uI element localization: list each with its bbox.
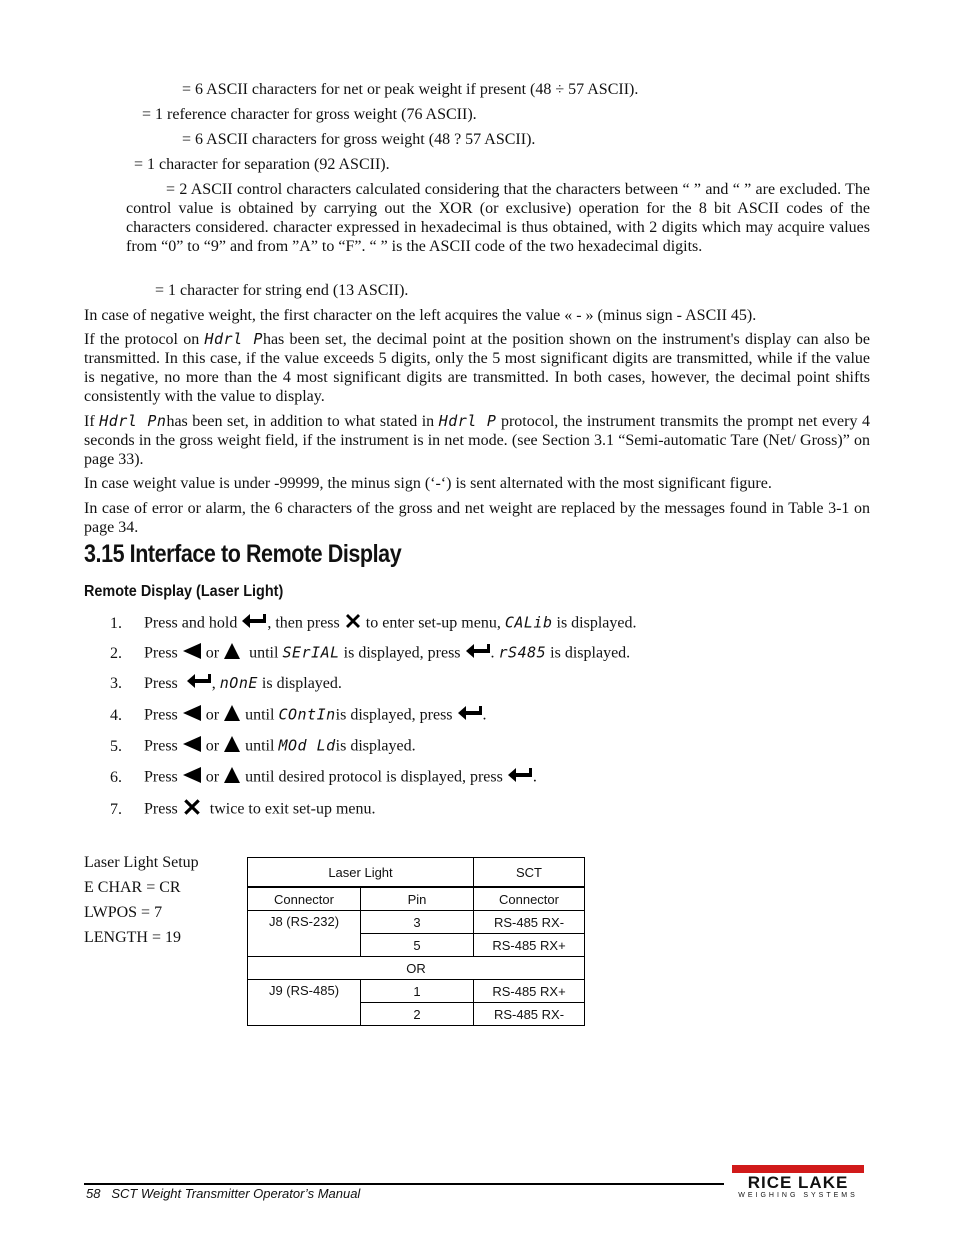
connector-j9: J9 (RS-485) <box>248 980 361 1026</box>
step-text: is displayed. <box>261 675 342 692</box>
left-arrow-icon <box>182 642 202 666</box>
step-number: 1. <box>110 614 122 632</box>
hdrlp-paragraph <box>84 330 870 406</box>
step-text: until <box>249 644 279 662</box>
step-text: until desired protocol is displayed, press <box>245 768 503 786</box>
table-or-row: OR <box>248 957 585 980</box>
table-cell: 3 <box>361 911 474 934</box>
step-text: . <box>490 644 495 662</box>
gross-weight-line: = 6 ASCII characters for gross weight (48 ? 57 ASCII). <box>182 131 536 148</box>
enter-key-icon <box>241 613 267 635</box>
subheader-connector: Connector <box>248 887 361 911</box>
step-text: until <box>245 706 275 724</box>
step-text: Press <box>144 737 178 755</box>
enter-key-icon <box>507 767 533 789</box>
hdrlpn-text-c: protocol, the instrument transmits the prompt net every 4 seconds in the gross weight field, if the instrument is in net mode. (see Section 3.1 “Semi-automatic Tare (Net/ Gross)” on page 33). <box>84 413 871 468</box>
step-4 <box>110 704 487 728</box>
connection-table <box>247 857 585 1026</box>
logo-red-stripe <box>732 1165 864 1173</box>
step-text: or <box>205 737 220 755</box>
step-3 <box>110 673 342 695</box>
step-number: 6. <box>110 768 122 786</box>
step-text: is displayed. <box>550 644 631 662</box>
enter-key-icon <box>186 673 212 695</box>
step-7 <box>110 797 376 823</box>
cancel-x-icon <box>182 797 202 823</box>
table-cell: RS-485 RX- <box>474 911 585 934</box>
error-paragraph: In case of error or alarm, the 6 characters of the gross and net weight are replaced by the messages found in Table 3-1 on page 34. <box>84 500 870 536</box>
step-text: is displayed, press <box>343 644 461 662</box>
display-code: MOd Ld <box>278 736 336 755</box>
step-text: . <box>482 706 487 724</box>
up-arrow-icon <box>223 766 241 790</box>
step-text: Press <box>144 800 178 818</box>
step-text: Press <box>144 644 178 662</box>
left-arrow-icon <box>182 735 202 759</box>
laser-light-setup <box>84 850 199 950</box>
step-1 <box>110 612 637 636</box>
display-code: COntIn <box>278 705 336 724</box>
step-5 <box>110 735 416 759</box>
display-code: nOnE <box>219 674 258 692</box>
step-6 <box>110 766 537 790</box>
step-text: is displayed. <box>335 737 416 755</box>
step-2 <box>110 642 630 666</box>
logo-text: RICE LAKE <box>747 1173 849 1192</box>
cancel-x-icon <box>344 612 362 636</box>
table-cell: RS-485 RX+ <box>474 934 585 957</box>
net-weight-line: = 6 ASCII characters for net or peak weight if present (48 ÷ 57 ASCII). <box>182 81 639 98</box>
subsection-heading: Remote Display (Laser Light) <box>84 583 284 600</box>
subheader-sct-connector: Connector <box>474 887 585 911</box>
under-value-paragraph: In case weight value is under -99999, the minus sign (‘-‘) is sent alternated with the most significant figure. <box>84 475 772 492</box>
step-number: 7. <box>110 800 122 818</box>
header-laser-light: Laser Light <box>248 858 474 888</box>
step-number: 2. <box>110 644 122 662</box>
step-text: Press <box>144 706 178 724</box>
display-code: CALib <box>504 613 553 632</box>
table-cell: RS-485 RX+ <box>474 980 585 1003</box>
control-paragraph: = 2 ASCII control characters calculated considering that the characters between “ ” and “ ” are excluded. The control value is obtained by carrying out the XOR (or exclusive) operation for the 8 bit ASCII codes of the characters considered. character expressed in hexadecimal is thus obtained, with 2 digits which may acquire values from “0” to “9” and from ”A” to “F”. “ ” is the ASCII code of the two hexadecimal digits. <box>126 181 870 255</box>
footer-text <box>86 1186 360 1201</box>
hdrlp-display-code-2: Hdrl P <box>438 412 497 430</box>
enter-key-icon <box>457 705 483 727</box>
up-arrow-icon <box>223 735 241 759</box>
subheader-pin: Pin <box>361 887 474 911</box>
step-text: Press <box>144 675 178 692</box>
setup-title: Laser Light Setup <box>84 854 199 871</box>
step-text: until <box>245 737 275 755</box>
rice-lake-logo <box>728 1165 868 1201</box>
reference-char-line: = 1 reference character for gross weight (76 ASCII). <box>142 106 477 123</box>
step-text: Press and hold <box>144 614 238 632</box>
step-text: , <box>211 675 216 692</box>
table-cell: 1 <box>361 980 474 1003</box>
manual-title: SCT Weight Transmitter Operator’s Manual <box>111 1186 361 1201</box>
negative-weight-paragraph: In case of negative weight, the first character on the left acquires the value « - » (minus sign - ASCII 45). <box>84 307 757 324</box>
setup-line: LENGTH = 19 <box>84 929 182 946</box>
step-text: , then press <box>267 614 340 632</box>
table-cell: 5 <box>361 934 474 957</box>
table-cell: 2 <box>361 1003 474 1026</box>
connector-j8: J8 (RS-232) <box>248 911 361 957</box>
left-arrow-icon <box>182 704 202 728</box>
step-text: or <box>205 644 220 662</box>
step-number: 4. <box>110 706 122 724</box>
hdrlp-text-b: has been set, the decimal point at the position shown on the instrument's display can also be transmitted. In this case, if the value exceeds 5 digits, only the 5 most significant digits are transmitted, while if the value is negative, no more than the 4 most significant digits are transmitted. In both cases, however, the decimal point shifts consistently with the value to display. <box>84 331 871 405</box>
hdrlpn-text-b: has been set, in addition to what stated in <box>166 413 435 430</box>
section-heading: 3.15 Interface to Remote Display <box>84 540 402 568</box>
step-number: 5. <box>110 737 122 755</box>
step-number: 3. <box>110 675 122 692</box>
setup-line: E CHAR = CR <box>84 879 181 896</box>
separation-line: = 1 character for separation (92 ASCII). <box>134 156 390 173</box>
step-text: or <box>205 706 220 724</box>
enter-key-icon <box>465 643 491 665</box>
step-text: twice to exit set-up menu. <box>209 800 376 818</box>
step-text: to enter set-up menu, <box>365 614 501 632</box>
hdrlpn-paragraph <box>84 412 870 469</box>
setup-line: LWPOS = 7 <box>84 904 163 921</box>
step-text: or <box>205 768 220 786</box>
footer-rule <box>84 1183 724 1185</box>
left-arrow-icon <box>182 766 202 790</box>
hdrlpn-text-a: If <box>84 413 95 430</box>
table-cell: RS-485 RX- <box>474 1003 585 1026</box>
display-code: rS485 <box>498 643 547 662</box>
hdrlpn-display-code: Hdrl Pn <box>99 412 167 430</box>
logo-subtext: WEIGHING SYSTEMS <box>738 1192 858 1199</box>
step-text: is displayed. <box>556 614 637 632</box>
hdrlp-display-code: Hdrl P <box>204 330 263 348</box>
up-arrow-icon <box>223 642 241 666</box>
page-number: 58 <box>86 1186 101 1201</box>
step-text: Press <box>144 768 178 786</box>
display-code: SErIAL <box>282 643 340 662</box>
hdrlp-text-a: If the protocol on <box>84 331 200 348</box>
step-text: . <box>532 768 537 786</box>
header-sct: SCT <box>474 858 585 888</box>
up-arrow-icon <box>223 704 241 728</box>
string-end-line: = 1 character for string end (13 ASCII). <box>155 282 409 299</box>
step-text: is displayed, press <box>335 706 453 724</box>
